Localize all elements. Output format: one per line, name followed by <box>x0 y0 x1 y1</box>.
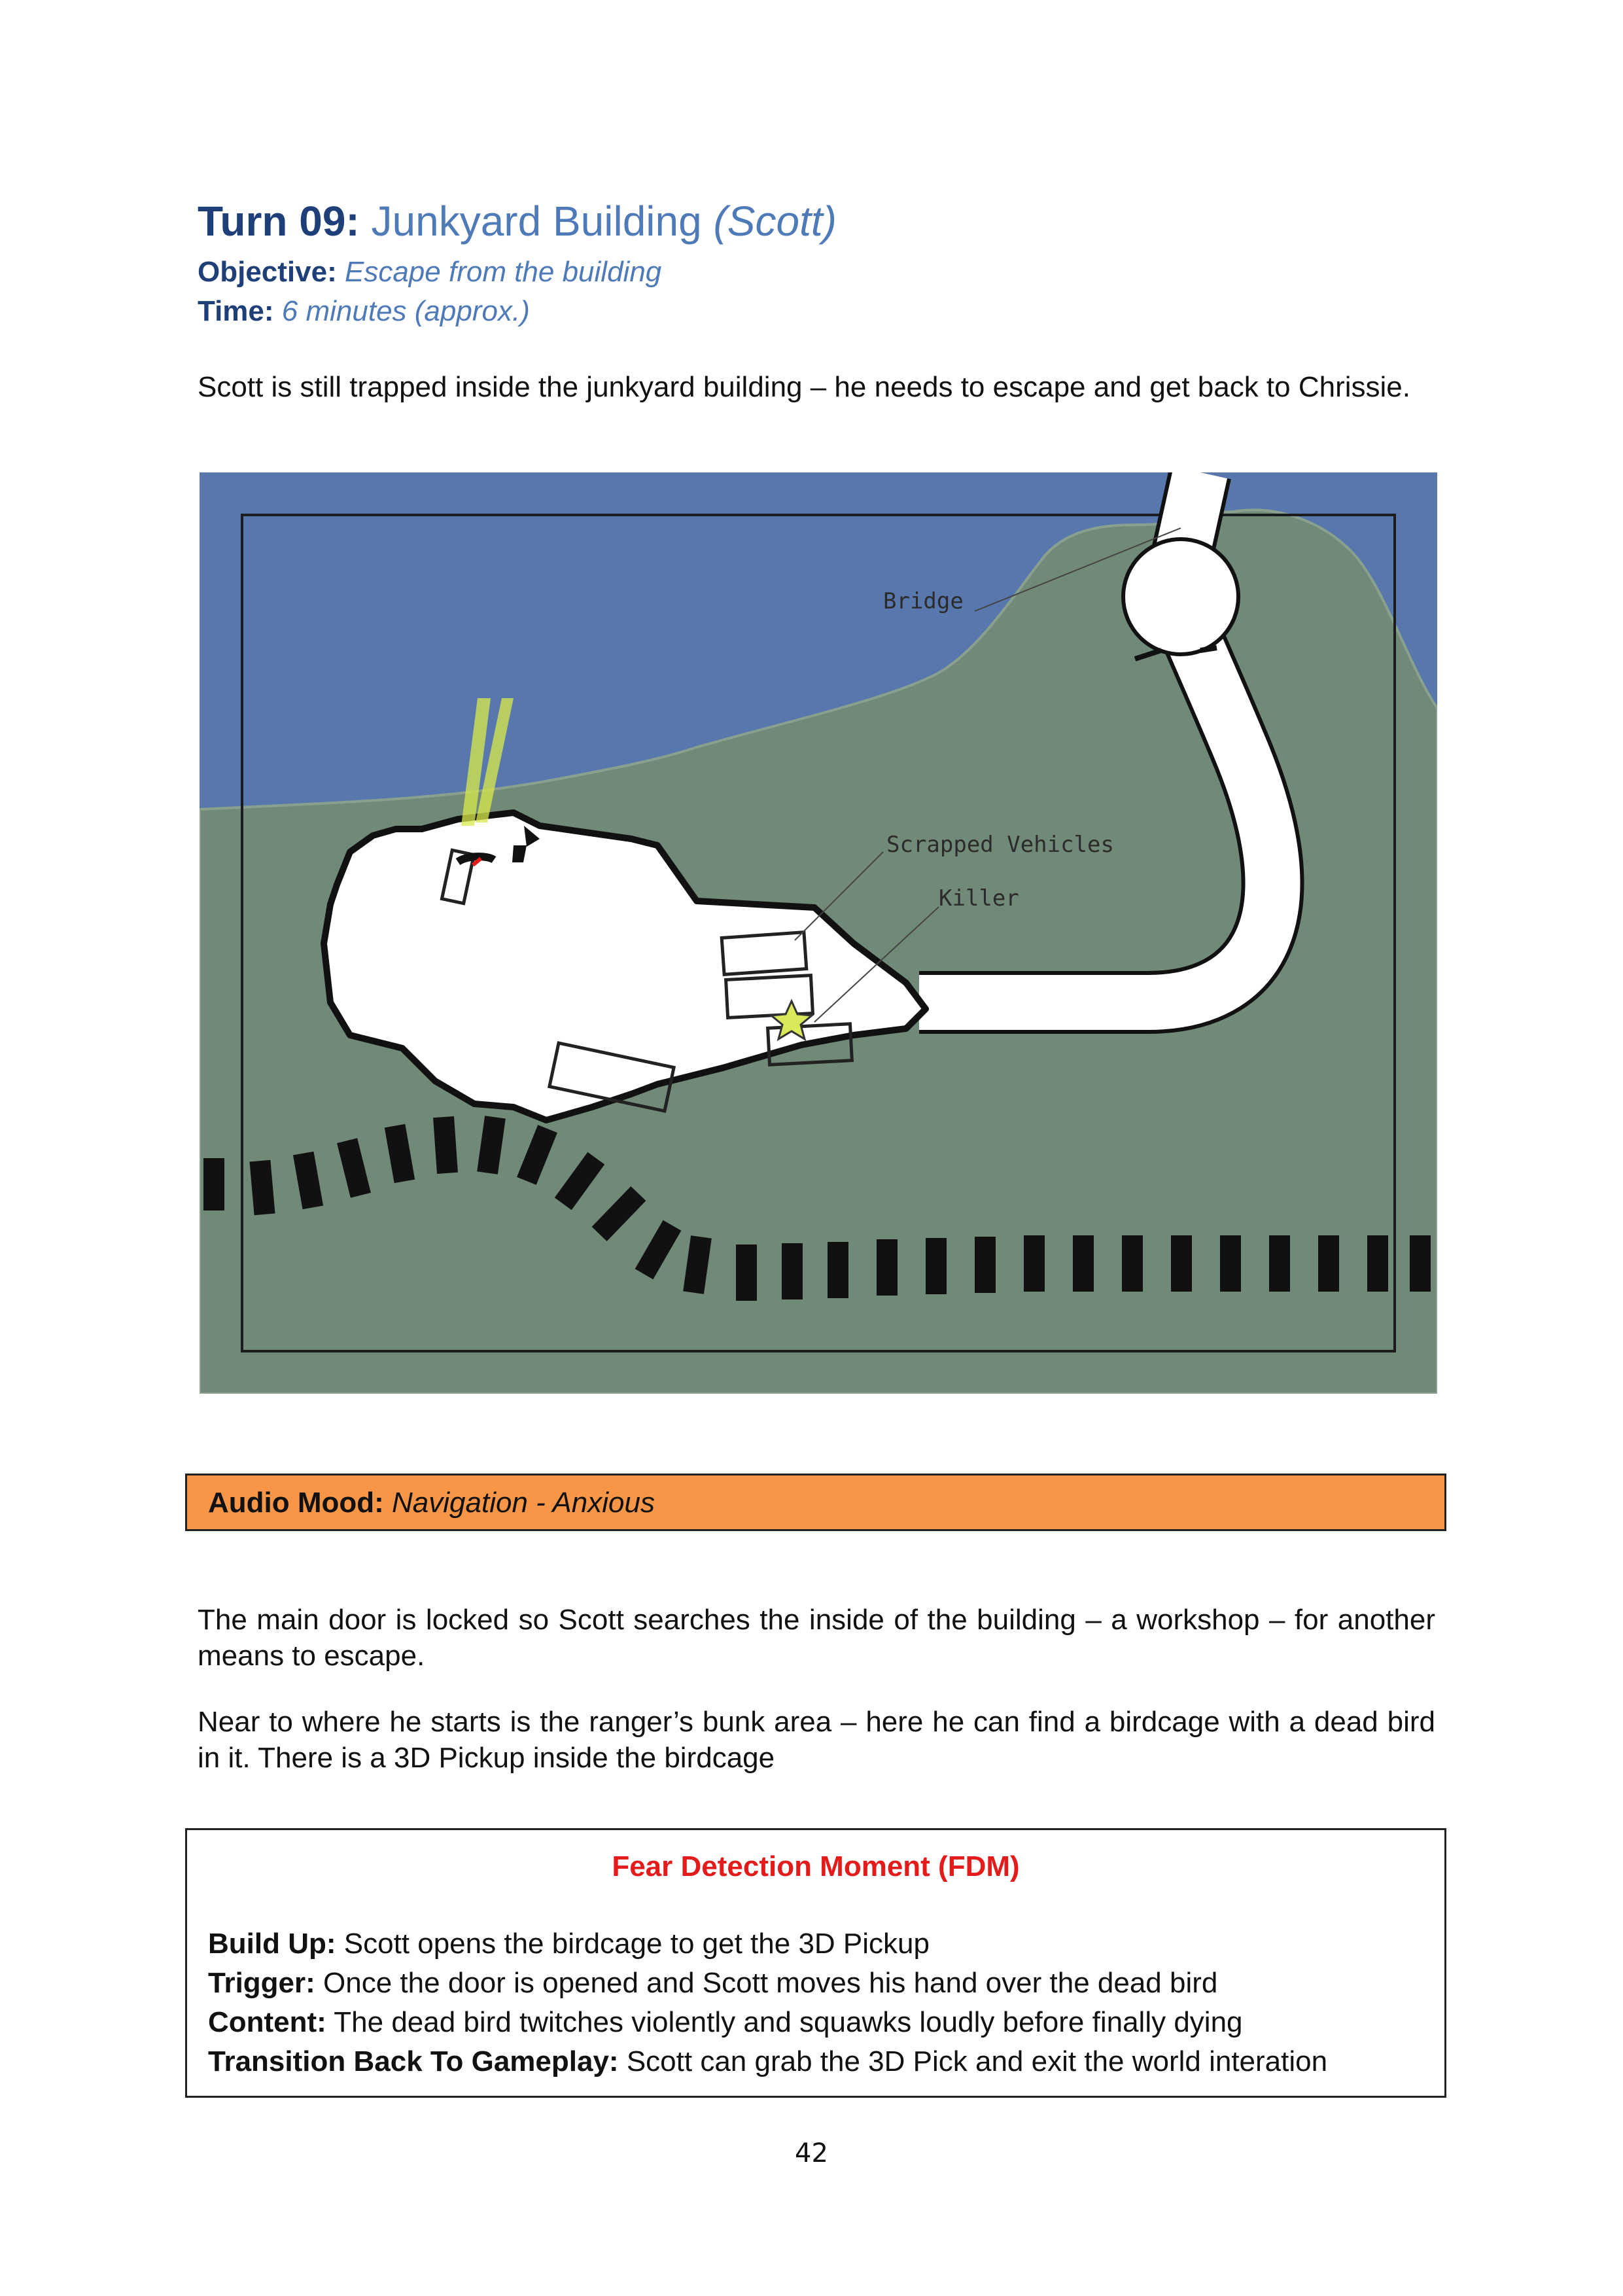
bridge-platform <box>1123 539 1238 654</box>
page-number: 42 <box>795 2138 828 2168</box>
fdm-content-text: The dead bird twitches violently and squawks loudly before finally dying <box>334 2006 1243 2038</box>
time-label: Time: <box>198 295 274 327</box>
fdm-box <box>185 1828 1446 2098</box>
fdm-transition-label: Transition Back To Gameplay: <box>208 2045 619 2077</box>
map-label-killer: Killer <box>939 885 1019 911</box>
paragraph-birdcage: Near to where he starts is the ranger’s bunk area – here he can find a birdcage with a dead bird in it. There is a 3D Pickup inside the birdcage <box>198 1706 1435 1774</box>
map-label-bridge: Bridge <box>883 588 964 614</box>
page-title <box>198 195 837 247</box>
fdm-content-label: Content: <box>208 2006 326 2038</box>
turn-number: Turn 09: <box>198 198 360 245</box>
fdm-build-up-label: Build Up: <box>208 1928 336 1960</box>
fdm-trigger <box>208 1964 1217 2003</box>
paragraph-main-door: The main door is locked so Scott searches the inside of the building – a workshop – for another means to escape. <box>198 1604 1435 1672</box>
time-line <box>198 292 530 331</box>
audio-mood-label: Audio Mood: <box>208 1487 384 1519</box>
level-map <box>200 472 1437 1394</box>
fdm-transition-text: Scott can grab the 3D Pick and exit the world interation <box>626 2045 1328 2077</box>
fdm-content <box>208 2003 1243 2042</box>
objective-line <box>198 253 661 292</box>
intro-paragraph: Scott is still trapped inside the junkyard building – he needs to escape and get back to Chrissie. <box>198 371 1410 403</box>
fdm-build-up <box>208 1924 930 1964</box>
fdm-build-up-text: Scott opens the birdcage to get the 3D Pickup <box>343 1928 930 1960</box>
objective-value: Escape from the building <box>344 256 662 288</box>
turn-location: Junkyard Building <box>371 198 702 245</box>
fdm-trigger-text: Once the door is opened and Scott moves his hand over the dead bird <box>323 1967 1218 1999</box>
objective-label: Objective: <box>198 256 337 288</box>
turn-character: (Scott) <box>713 198 837 245</box>
fdm-transition <box>208 2042 1327 2081</box>
time-value: 6 minutes (approx.) <box>281 295 530 327</box>
map-label-scrapped-vehicles: Scrapped Vehicles <box>886 832 1114 858</box>
fdm-heading: Fear Detection Moment (FDM) <box>612 1850 1020 1882</box>
audio-mood-bar <box>185 1474 1446 1531</box>
fdm-trigger-label: Trigger: <box>208 1967 315 1999</box>
audio-mood-value: Navigation - Anxious <box>392 1487 655 1519</box>
